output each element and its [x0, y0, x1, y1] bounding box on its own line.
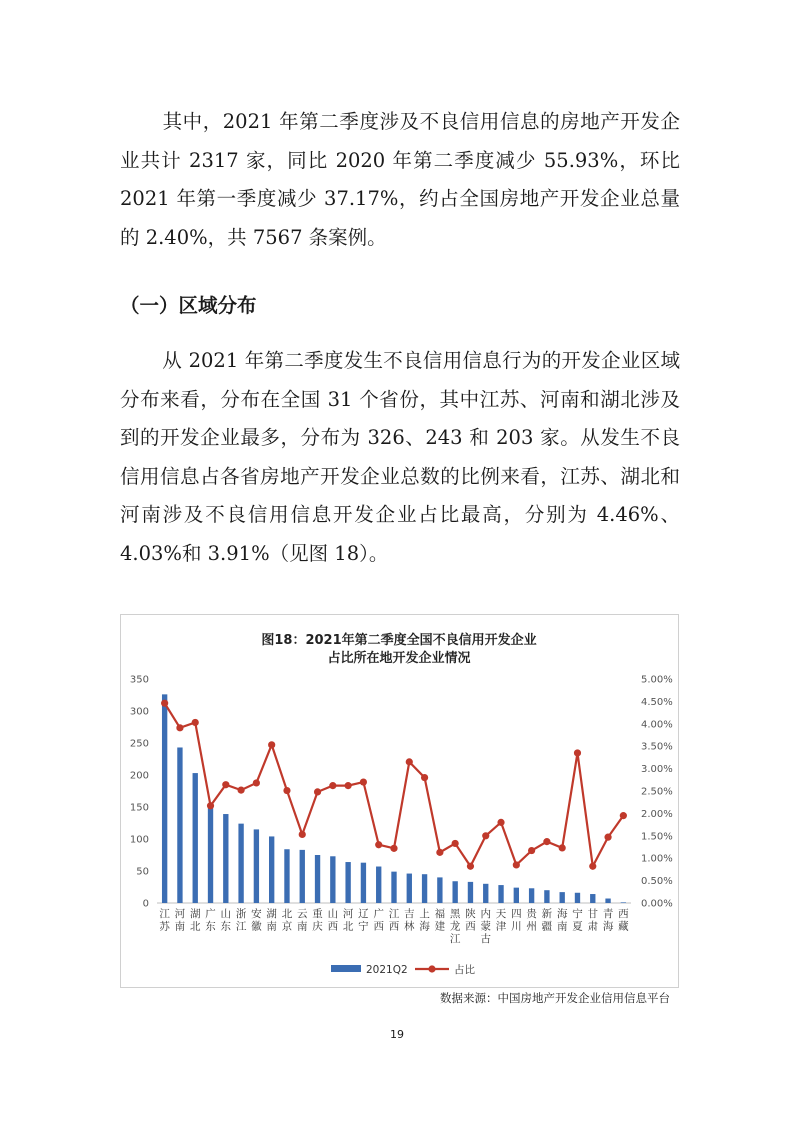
bar-陕西: [468, 882, 473, 903]
paragraph-1-text: 其中，2021 年第二季度涉及不良信用信息的房地产开发企业共计 2317 家，同比 2020 年第二季度减少 55.93%，环比 2021 年第一季度减少 37.17%，约占全国房地产开发企业总量的 2.40%，共 7567 条案例。: [120, 110, 680, 249]
x-tick-label-青海: 青海: [602, 908, 614, 933]
point-上海: [421, 774, 428, 781]
point-重庆: [314, 788, 321, 795]
bar-河北: [345, 862, 350, 903]
x-tick-label-海南: 海南: [556, 908, 568, 933]
point-云南: [299, 831, 306, 838]
left-axis-tick-label: 100: [129, 834, 149, 846]
right-axis-tick-label: 3.50%: [641, 741, 673, 753]
x-tick-label-北京: 北京: [281, 908, 293, 933]
bar-江西: [391, 872, 396, 903]
chart-title-line-1: 图18：2021年第二季度全国不良信用开发企业: [261, 633, 537, 648]
bar-安徽: [254, 829, 259, 903]
bar-福建: [437, 877, 442, 903]
bar-浙江: [238, 824, 243, 903]
left-axis-tick-label: 150: [129, 802, 149, 814]
point-贵州: [528, 847, 535, 854]
left-axis-tick-label: 200: [129, 770, 149, 782]
legend-line-label: 占比: [454, 964, 475, 976]
right-axis-tick-label: 1.50%: [641, 831, 673, 843]
bar-湖南: [269, 836, 274, 903]
point-山东: [222, 781, 229, 788]
x-tick-label-甘肃: 甘肃: [587, 908, 599, 933]
source-note: 数据来源：中国房地产开发企业信用信息平台: [440, 991, 670, 1005]
bar-河南: [177, 747, 182, 903]
point-青海: [604, 834, 611, 841]
point-浙江: [237, 787, 244, 794]
right-axis-tick-label: 5.00%: [641, 674, 673, 686]
right-axis-tick-label: 2.00%: [641, 808, 673, 820]
bar-湖北: [193, 773, 198, 903]
right-axis-tick-label: 4.00%: [641, 719, 673, 731]
line-series: [161, 700, 627, 870]
page-number: 19: [390, 1028, 404, 1041]
left-axis-tick-label: 250: [129, 738, 149, 750]
bar-甘肃: [590, 894, 595, 903]
paragraph-2: [120, 342, 680, 573]
bar-贵州: [529, 888, 534, 903]
bar-海南: [560, 892, 565, 903]
bar-宁夏: [575, 893, 580, 903]
point-黑龙江: [452, 840, 459, 847]
bar-山西: [330, 856, 335, 903]
right-axis-tick-label: 3.00%: [641, 764, 673, 776]
ratio-line: [165, 703, 624, 866]
bar-新疆: [544, 890, 549, 903]
x-tick-label-广东: 广东: [205, 908, 216, 933]
bar-北京: [284, 849, 289, 903]
bar-山东: [223, 814, 228, 903]
x-tick-label-河北: 河北: [342, 908, 354, 933]
point-河北: [345, 782, 352, 789]
bar-云南: [300, 850, 305, 903]
point-江苏: [161, 700, 168, 707]
figure-18-chart: [120, 614, 679, 988]
bar-西藏: [621, 902, 626, 903]
bar-天津: [498, 885, 503, 903]
bar-series: [162, 694, 626, 903]
x-tick-label-山西: 山西: [327, 908, 339, 933]
x-tick-label-湖南: 湖南: [266, 908, 277, 933]
point-江西: [390, 845, 397, 852]
point-吉林: [406, 758, 413, 765]
point-湖南: [268, 741, 275, 748]
left-axis-tick-label: 350: [129, 674, 149, 686]
bar-上海: [422, 874, 427, 903]
point-湖北: [192, 719, 199, 726]
right-axis-tick-label: 0.00%: [641, 898, 673, 910]
bar-内蒙古: [483, 884, 488, 903]
bar-青海: [605, 899, 610, 903]
point-四川: [513, 861, 520, 868]
bar-重庆: [315, 855, 320, 903]
left-axis-tick-label: 50: [136, 866, 149, 878]
legend-line-marker: [428, 965, 435, 972]
right-axis-tick-label: 4.50%: [641, 696, 673, 708]
paragraph-1: [120, 103, 680, 257]
point-西藏: [620, 812, 627, 819]
point-辽宁: [360, 778, 367, 785]
x-tick-label-西藏: 西藏: [618, 908, 629, 933]
point-福建: [436, 849, 443, 856]
x-tick-label-山东: 山东: [220, 908, 232, 933]
bar-广西: [376, 867, 381, 903]
point-海南: [559, 844, 566, 851]
point-河南: [176, 724, 183, 731]
x-tick-label-天津: 天津: [495, 908, 507, 933]
x-tick-labels: [159, 907, 629, 945]
x-tick-label-广西: 广西: [373, 908, 384, 933]
point-安徽: [253, 779, 260, 786]
chart-title-line-2: 占比所在地开发企业情况: [327, 651, 471, 666]
x-tick-label-宁夏: 宁夏: [572, 908, 583, 933]
right-axis-tick-label: 0.50%: [641, 876, 673, 888]
left-axis-tick-label: 300: [129, 706, 149, 718]
right-axis-tick-label: 2.50%: [641, 786, 673, 798]
x-tick-label-福建: 福建: [434, 908, 446, 933]
x-tick-label-浙江: 浙江: [235, 908, 247, 933]
point-北京: [283, 787, 290, 794]
point-广东: [207, 802, 214, 809]
x-tick-label-上海: 上海: [419, 908, 430, 933]
right-axis-tick-label: 1.00%: [641, 853, 673, 865]
bar-辽宁: [361, 863, 366, 903]
chart-legend: [331, 963, 475, 976]
x-tick-label-云南: 云南: [297, 908, 308, 933]
point-山西: [329, 782, 336, 789]
x-tick-label-湖北: 湖北: [189, 908, 201, 933]
legend-bar-label: 2021Q2: [366, 964, 408, 976]
x-tick-label-内蒙古: 内蒙古: [480, 908, 491, 945]
x-tick-label-贵州: 贵州: [526, 908, 537, 933]
bar-四川: [514, 888, 519, 903]
x-tick-label-辽宁: 辽宁: [358, 908, 369, 933]
x-tick-label-四川: 四川: [511, 908, 522, 933]
x-tick-label-黑龙江: 黑龙江: [449, 908, 461, 945]
bar-吉林: [407, 874, 412, 903]
bar-广东: [208, 808, 213, 903]
point-新疆: [543, 838, 550, 845]
point-广西: [375, 841, 382, 848]
x-tick-label-江西: 江西: [388, 908, 400, 933]
x-tick-label-陕西: 陕西: [465, 908, 476, 933]
point-甘肃: [589, 863, 596, 870]
x-tick-label-吉林: 吉林: [404, 908, 415, 933]
chart-svg: [121, 615, 678, 987]
x-tick-label-安徽: 安徽: [251, 908, 262, 933]
legend-bar-swatch: [331, 965, 361, 972]
bar-黑龙江: [452, 881, 457, 903]
point-内蒙古: [482, 832, 489, 839]
section-heading: （一）区域分布: [120, 294, 257, 317]
point-天津: [497, 819, 504, 826]
point-宁夏: [574, 749, 581, 756]
bar-江苏: [162, 694, 167, 903]
paragraph-2-text: 从 2021 年第二季度发生不良信用信息行为的开发企业区域分布来看，分布在全国 31 个省份，其中江苏、河南和湖北涉及到的开发企业最多，分布为 326、243 和 203 家。从发生不良信用信息占各省房地产开发企业总数的比例来看，江苏、湖北和河南涉及不良信用信息开发企业占比最高，分别为 4.46%、4.03%和 3.91%（见图 18）。: [120, 349, 680, 565]
point-陕西: [467, 863, 474, 870]
x-tick-label-江苏: 江苏: [159, 908, 170, 933]
x-tick-label-新疆: 新疆: [541, 908, 553, 933]
x-tick-label-重庆: 重庆: [312, 908, 323, 933]
x-tick-label-河南: 河南: [174, 908, 186, 933]
left-axis-tick-label: 0: [142, 898, 149, 910]
